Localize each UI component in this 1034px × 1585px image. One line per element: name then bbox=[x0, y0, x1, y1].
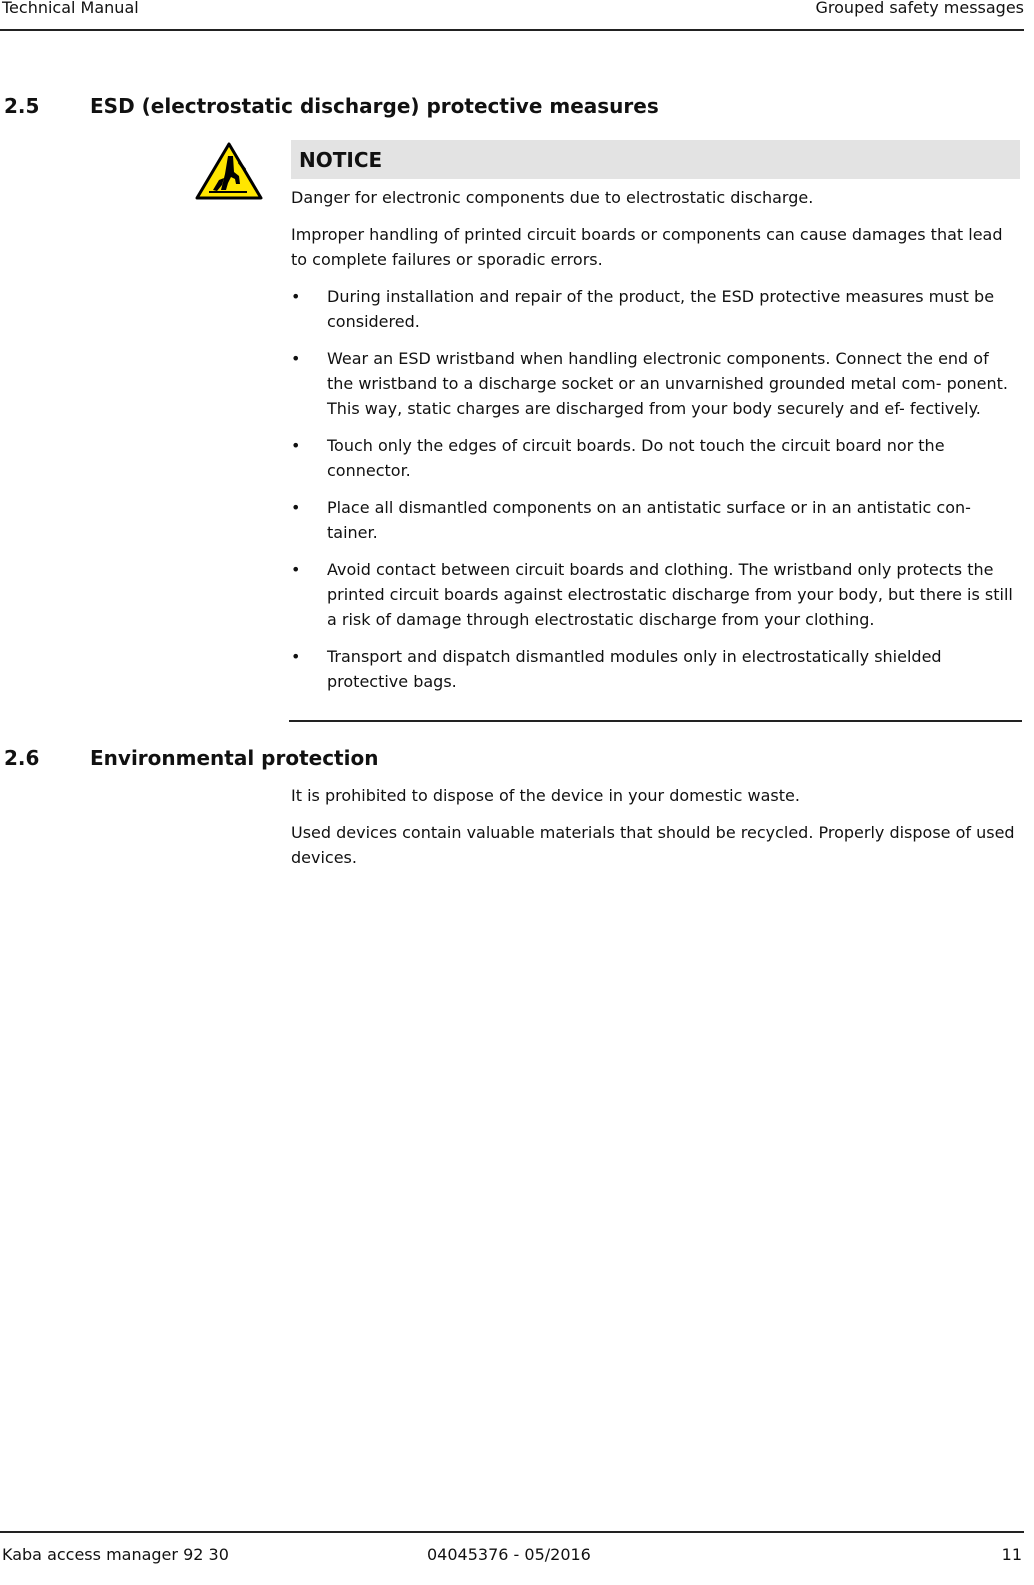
section-2-6-number: 2.6 bbox=[4, 746, 40, 770]
section-2-5-number: 2.5 bbox=[4, 94, 40, 118]
section-2-5-title: ESD (electrostatic discharge) protective measures bbox=[90, 94, 659, 118]
section-2-6-title: Environmental protection bbox=[90, 746, 379, 770]
bullet-text: During installation and repair of the product, the ESD protective measures must be considered. bbox=[327, 287, 995, 331]
list-item bbox=[291, 644, 1019, 694]
notice-end-divider bbox=[289, 720, 1022, 722]
header-divider bbox=[0, 29, 1024, 31]
notice-bullet-list bbox=[291, 284, 1019, 694]
esd-warning-icon bbox=[195, 142, 263, 200]
bullet-text: Place all dismantled components on an antistatic surface or in an antistatic con- tainer. bbox=[327, 498, 971, 542]
list-item bbox=[291, 433, 1019, 483]
environment-paragraph: Used devices contain valuable materials that should be recycled. Properly dispose of used devices. bbox=[291, 823, 1015, 867]
bullet-text: Transport and dispatch dismantled modules only in electrostatically shielded protective bags. bbox=[327, 647, 942, 691]
environment-paragraph: It is prohibited to dispose of the device in your domestic waste. bbox=[291, 786, 800, 805]
bullet-marker: • bbox=[291, 560, 301, 579]
footer-doc-number: 04045376 - 05/2016 bbox=[427, 1545, 591, 1564]
bullet-text: Touch only the edges of circuit boards. Do not touch the circuit board nor the connector. bbox=[327, 436, 945, 480]
bullet-marker: • bbox=[291, 647, 301, 666]
footer-page-number: 11 bbox=[1001, 1545, 1022, 1564]
bullet-marker: • bbox=[291, 436, 301, 455]
notice-description: Improper handling of printed circuit boards or components can cause damages that lead to complete failures or sporadic errors. bbox=[291, 225, 1003, 269]
notice-intro: Danger for electronic components due to electrostatic discharge. bbox=[291, 188, 814, 207]
footer-product: Kaba access manager 92 30 bbox=[2, 1545, 229, 1564]
environment-body bbox=[291, 783, 1019, 882]
bullet-marker: • bbox=[291, 287, 301, 306]
footer-divider bbox=[0, 1531, 1024, 1533]
notice-body bbox=[291, 185, 1019, 706]
header-doc-title: Technical Manual bbox=[2, 0, 139, 17]
list-item bbox=[291, 557, 1019, 632]
bullet-marker: • bbox=[291, 349, 301, 368]
notice-label: NOTICE bbox=[291, 140, 1020, 179]
header-chapter-title: Grouped safety messages bbox=[815, 0, 1024, 17]
bullet-marker: • bbox=[291, 498, 301, 517]
list-item bbox=[291, 495, 1019, 545]
bullet-text: Avoid contact between circuit boards and clothing. The wristband only protects the printed circuit boards against electrostatic discharge from your body, but there is still a risk of damage through electrostatic discharge from your clothing. bbox=[327, 560, 1013, 629]
bullet-text: Wear an ESD wristband when handling electronic components. Connect the end of the wristband to a discharge socket or an unvarnished grounded metal com- ponent. This way, static charges are discharged from your body securely and ef- fectively. bbox=[327, 349, 1009, 418]
list-item bbox=[291, 346, 1019, 421]
list-item bbox=[291, 284, 1019, 334]
